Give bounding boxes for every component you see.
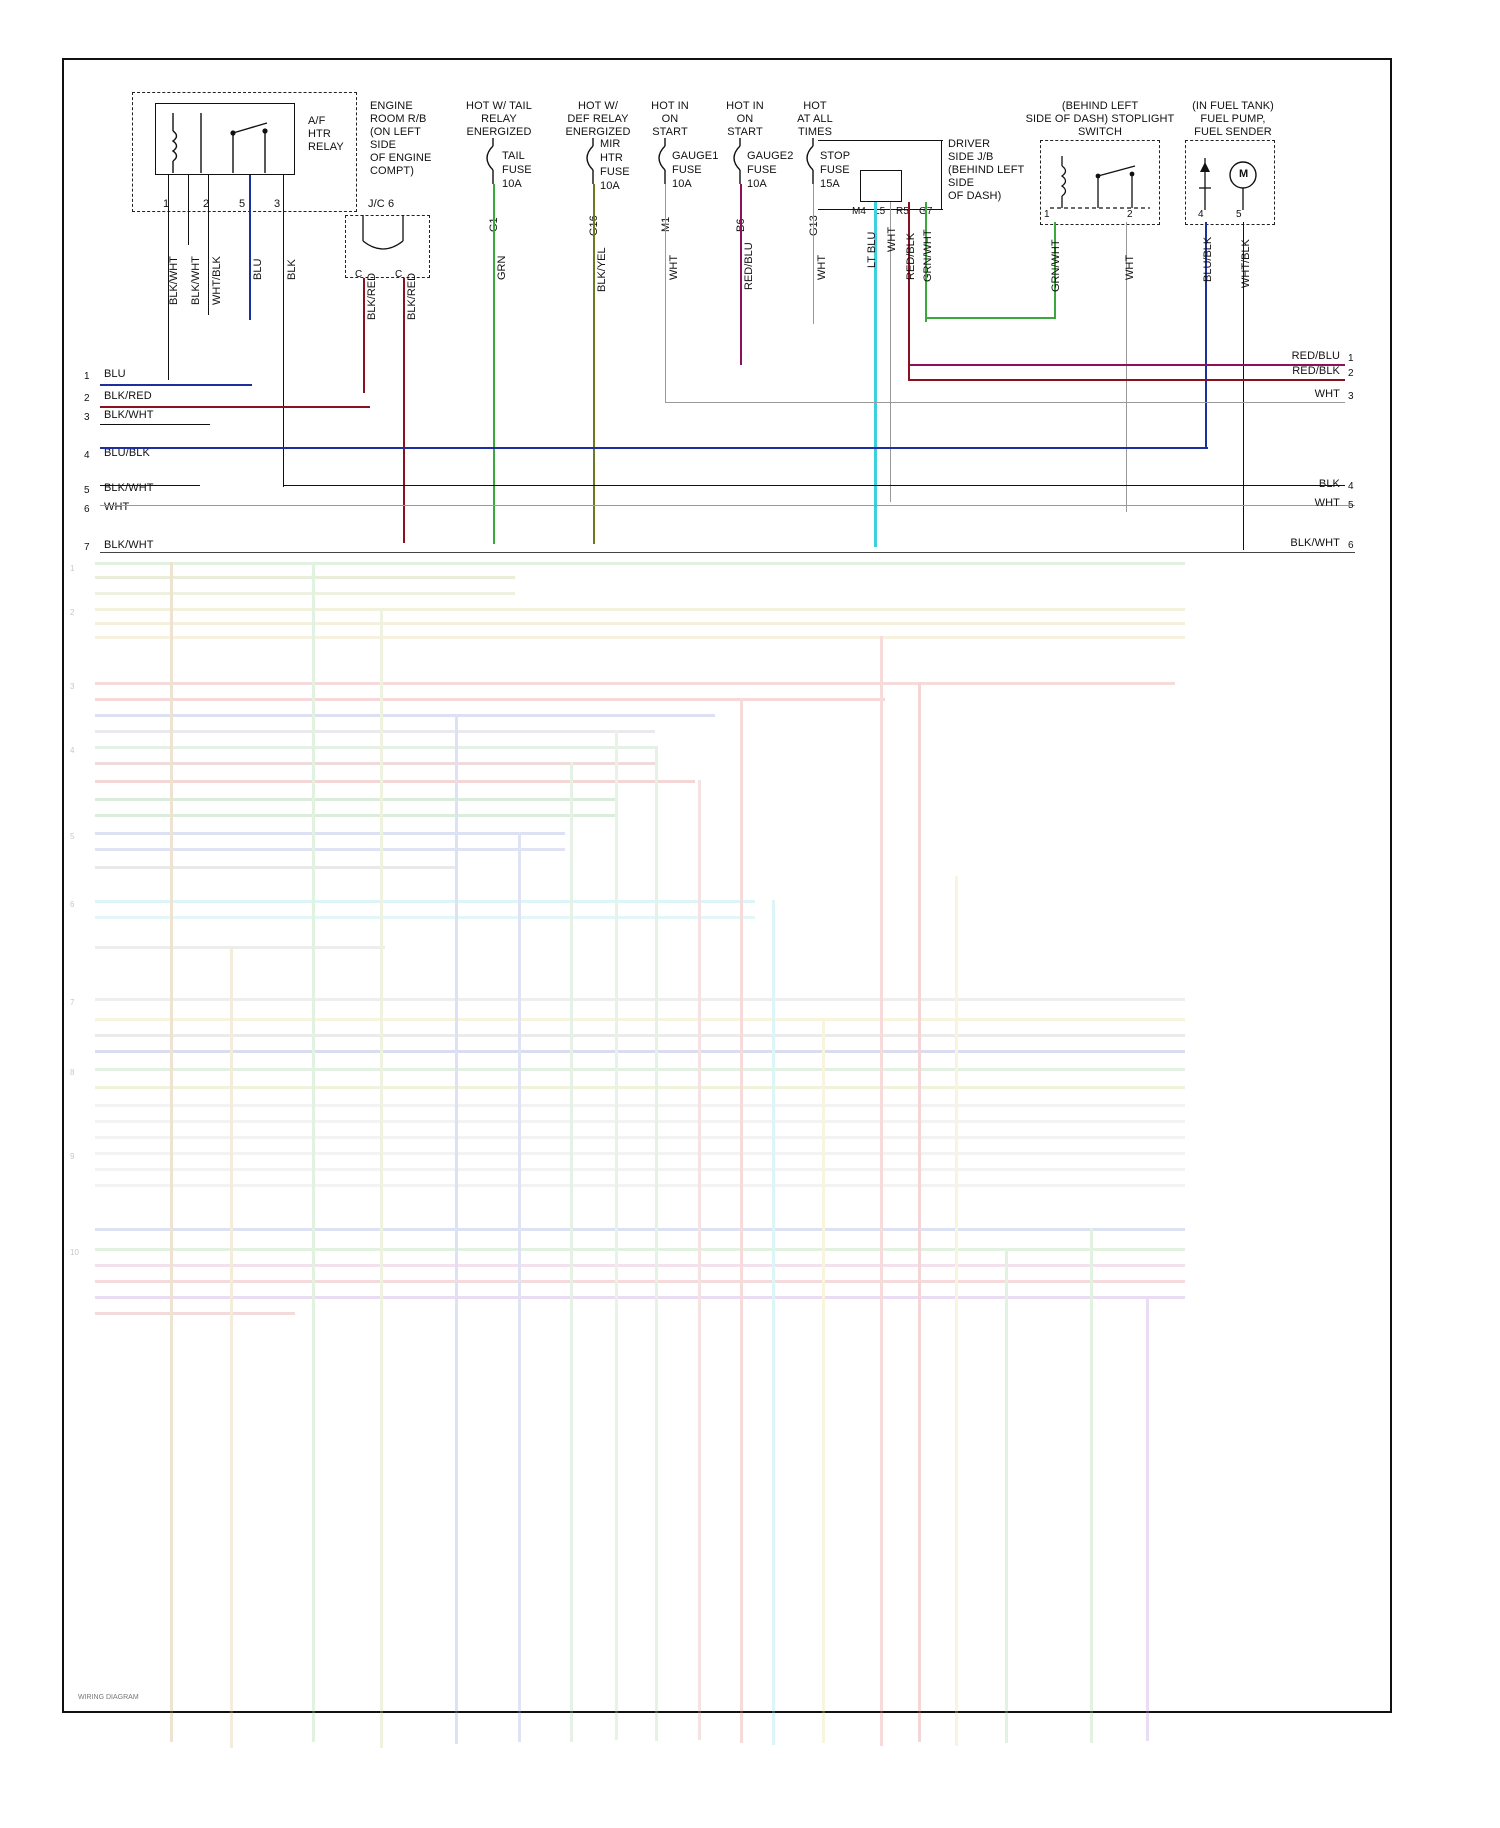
right-bus-label-6: BLK/WHT (1290, 537, 1340, 549)
bus-line-blublk (100, 447, 1208, 449)
fuse-gauge2-wire (740, 184, 742, 346)
relay-schematic-icon (155, 103, 295, 178)
engine-room-rb-label-6: COMPT) (370, 165, 414, 177)
right-bus-label-1: RED/BLU (1291, 350, 1340, 362)
bus-line-blkwht-3 (100, 424, 210, 425)
fuse-mir-wire (593, 184, 595, 544)
hot-tail-relay-label-1: HOT W/ TAIL (466, 100, 532, 112)
stoplight-l2: SIDE OF DASH) STOPLIGHT (1025, 113, 1175, 125)
af-htr-relay-label-3: RELAY (308, 141, 344, 153)
left-bus-num-2: 2 (84, 393, 90, 404)
redblk-jog (908, 370, 910, 380)
jb-wire-label-grnwht: GRN/WHT (922, 229, 934, 282)
hot-tail-relay-label-3: ENERGIZED (466, 126, 532, 138)
wht-jog-1 (665, 390, 666, 403)
fuse-gauge2-wire-label: RED/BLU (743, 242, 755, 290)
bus-line-blu (100, 384, 252, 386)
engine-room-rb-label-3: (ON LEFT (370, 126, 421, 138)
footer-note: WIRING DIAGRAM (78, 1694, 139, 1701)
jc6-pin-c-2: C (395, 269, 403, 280)
stoplight-l3: SWITCH (1078, 126, 1122, 138)
jb-pin-m4: M4 (852, 206, 867, 217)
relay-wire-5 (188, 175, 189, 245)
left-bus-label-4: BLU/BLK (104, 447, 150, 459)
grnwht-bridge (925, 317, 1056, 319)
fuel-pump-l3: FUEL SENDER (1194, 126, 1272, 138)
left-bus-label-2: BLK/RED (104, 390, 152, 402)
right-bus-num-5: 5 (1348, 500, 1354, 511)
fuse-tail-rating: 10A (502, 178, 522, 190)
right-bus-num-6: 6 (1348, 540, 1354, 551)
left-bus-label-3: BLK/WHT (104, 409, 154, 421)
fuse-gauge1-wire (665, 184, 666, 390)
right-bus-num-2: 2 (1348, 368, 1354, 379)
af-htr-relay-label-2: HTR (308, 128, 331, 140)
engine-room-rb-label-5: OF ENGINE (370, 152, 432, 164)
stoplight-pin-1: 1 (1044, 209, 1050, 220)
bus-line-redblk-right (908, 379, 1345, 381)
hot-def-relay-label-1: HOT W/ (577, 100, 619, 112)
bus-line-blkwht-5 (100, 485, 200, 486)
bus-line-blkwht-7 (100, 552, 1355, 553)
engine-room-rb-label-4: SIDE (370, 139, 397, 151)
left-bus-label-1: BLU (104, 368, 126, 380)
fuse-stop-rating: 15A (820, 178, 840, 190)
left-bus-num-6: 6 (84, 504, 90, 515)
hot-in-on-start-2-l2: ON (736, 113, 754, 125)
jb-bracket-right (941, 140, 942, 210)
fuse-gauge1-name: GAUGE1 (672, 150, 719, 162)
relay-pin-5: 5 (239, 198, 246, 210)
wire-label-blk: BLK (286, 259, 298, 280)
af-htr-relay-label-1: A/F (308, 115, 326, 127)
redblu-jog (740, 346, 742, 365)
fuse-gauge2-sub: FUSE (747, 164, 777, 176)
hot-at-all-times-l1: HOT (803, 100, 827, 112)
right-bus-num-1: 1 (1348, 353, 1354, 364)
driver-side-jb-connector (860, 170, 902, 202)
jb-wire-label-ltblu: LT BLU (866, 231, 878, 268)
left-bus-num-7: 7 (84, 542, 90, 553)
fuse-gauge2-code: B6 (735, 218, 747, 232)
engine-room-rb-label-1: ENGINE (370, 100, 413, 112)
hot-in-on-start-1-l3: START (652, 126, 688, 138)
fuse-stop-sub: FUSE (820, 164, 850, 176)
driver-side-jb-l5: OF DASH) (948, 190, 1002, 202)
hot-at-all-times-l2: AT ALL (797, 113, 833, 125)
blublk-right-riser (1206, 447, 1207, 449)
fuel-pump-pin-5: 5 (1236, 209, 1242, 220)
fuel-pump-pin-4: 4 (1198, 209, 1204, 220)
jb-wire-label-wht: WHT (886, 226, 898, 252)
blk-corner-riser (283, 485, 284, 487)
jc6-label: J/C 6 (368, 198, 395, 210)
relay-pin-2: 2 (203, 198, 210, 210)
jb-pin-r5: R5 (896, 206, 909, 217)
relay-wire-blk (283, 175, 284, 485)
jb-wire-redblk (908, 202, 910, 372)
jb-pin-l5: L5 (874, 206, 886, 217)
hot-in-on-start-2-l3: START (727, 126, 763, 138)
fuse-mir-code: G16 (588, 215, 600, 236)
bus-line-wht-6 (100, 505, 1355, 506)
wire-label-whtblk: WHT/BLK (211, 256, 223, 305)
driver-side-jb-l4: SIDE (948, 177, 975, 189)
driver-side-jb-l3: (BEHIND LEFT (948, 164, 1025, 176)
jc6-wire-label-2: BLK/RED (406, 272, 418, 320)
hot-in-on-start-1-l1: HOT IN (651, 100, 689, 112)
jc6-wire-1 (363, 278, 365, 393)
jb-wire-label-redblk: RED/BLK (905, 232, 917, 280)
fuel-pump-l1: (IN FUEL TANK) (1192, 100, 1274, 112)
fuse-mir-sub: FUSE (600, 166, 630, 178)
hot-at-all-times-l3: TIMES (797, 126, 833, 138)
bus-line-wht-right3 (665, 402, 1345, 403)
relay-wire-2 (208, 175, 209, 315)
fuse-gauge1-code: M1 (660, 216, 672, 232)
driver-side-jb-l1: DRIVER (948, 138, 991, 150)
right-bus-label-5: WHT (1314, 497, 1340, 509)
fuse-stop-code: G13 (808, 215, 820, 236)
stoplight-pin-2: 2 (1127, 209, 1133, 220)
fuel-pump-wire-label-2: WHT/BLK (1240, 239, 1252, 288)
right-bus-label-2: RED/BLK (1292, 365, 1340, 377)
fuse-mir-name: MIR (600, 138, 621, 150)
fuse-mir-rating: 10A (600, 180, 620, 192)
left-bus-num-5: 5 (84, 485, 90, 496)
jb-bracket-top (818, 140, 943, 141)
fuse-tail-wire-label: GRN (496, 255, 508, 280)
stoplight-wire-label-2: WHT (1124, 254, 1136, 280)
stoplight-l1: (BEHIND LEFT (1061, 100, 1139, 112)
relay-wire-blu (249, 175, 251, 320)
fuse-gauge1-wire-label: WHT (668, 254, 680, 280)
left-bus-num-1: 1 (84, 371, 90, 382)
fuse-stop-wire (813, 184, 814, 324)
relay-pin-1: 1 (163, 198, 170, 210)
left-bus-label-6: WHT (104, 501, 130, 513)
fuse-gauge1-rating: 10A (672, 178, 692, 190)
fuse-gauge1-sub: FUSE (672, 164, 702, 176)
hot-in-on-start-1-l2: ON (661, 113, 679, 125)
wire-label-blkwht-a: BLK/WHT (168, 256, 180, 305)
relay-pin-3: 3 (274, 198, 281, 210)
jc6-wire-label-1: BLK/RED (366, 272, 378, 320)
hot-tail-relay-label-2: RELAY (481, 113, 517, 125)
fuel-pump-l2: FUEL PUMP, (1200, 113, 1266, 125)
bus-line-blk-right4 (283, 485, 1345, 486)
fuse-tail-name: TAIL (502, 150, 525, 162)
fuse-mir-wire-label: BLK/YEL (596, 247, 608, 292)
right-bus-label-3: WHT (1314, 388, 1340, 400)
left-bus-num-4: 4 (84, 450, 90, 461)
fuse-stop-name: STOP (820, 150, 851, 162)
jb-pin-g7: G7 (919, 206, 933, 217)
hot-def-relay-label-3: ENERGIZED (565, 126, 631, 138)
fuel-pump-wire-label-1: BLU/BLK (1202, 236, 1214, 282)
left-bus-label-5: BLK/WHT (104, 482, 154, 494)
right-bus-num-3: 3 (1348, 391, 1354, 402)
fuse-gauge2-name: GAUGE2 (747, 150, 794, 162)
engine-room-rb-label-2: ROOM R/B (370, 113, 427, 125)
fuel-pump-motor-label: M (1239, 168, 1249, 180)
stoplight-wire-label-1: GRN/WHT (1050, 239, 1062, 292)
fuse-mir-sub2: HTR (600, 152, 623, 164)
fuse-gauge2-rating: 10A (747, 178, 767, 190)
left-bus-num-3: 3 (84, 412, 90, 423)
right-bus-num-4: 4 (1348, 481, 1354, 492)
wire-label-blkwht-b: BLK/WHT (190, 256, 202, 305)
right-bus-label-4: BLK (1318, 478, 1340, 490)
stoplight-switch-icon (1040, 140, 1160, 225)
hot-in-on-start-2-l1: HOT IN (726, 100, 764, 112)
fuse-stop-wire-label: WHT (816, 254, 828, 280)
faded-underlay-region: 1 2 3 4 5 6 7 8 9 10 (50, 548, 1416, 1748)
left-bus-label-7: BLK/WHT (104, 539, 154, 551)
blkwht-jog-3 (208, 424, 210, 425)
fuse-tail-code: G1 (488, 217, 500, 232)
wire-label-blu: BLU (252, 258, 264, 280)
driver-side-jb-l2: SIDE J/B (948, 151, 994, 163)
bus-line-blkred (100, 406, 370, 408)
jc6-wire-2 (403, 278, 405, 543)
jc6-pin-c-1: C (355, 269, 363, 280)
fuse-tail-wire (493, 184, 495, 544)
hot-def-relay-label-2: DEF RELAY (567, 113, 629, 125)
fuse-tail-sub: FUSE (502, 164, 532, 176)
